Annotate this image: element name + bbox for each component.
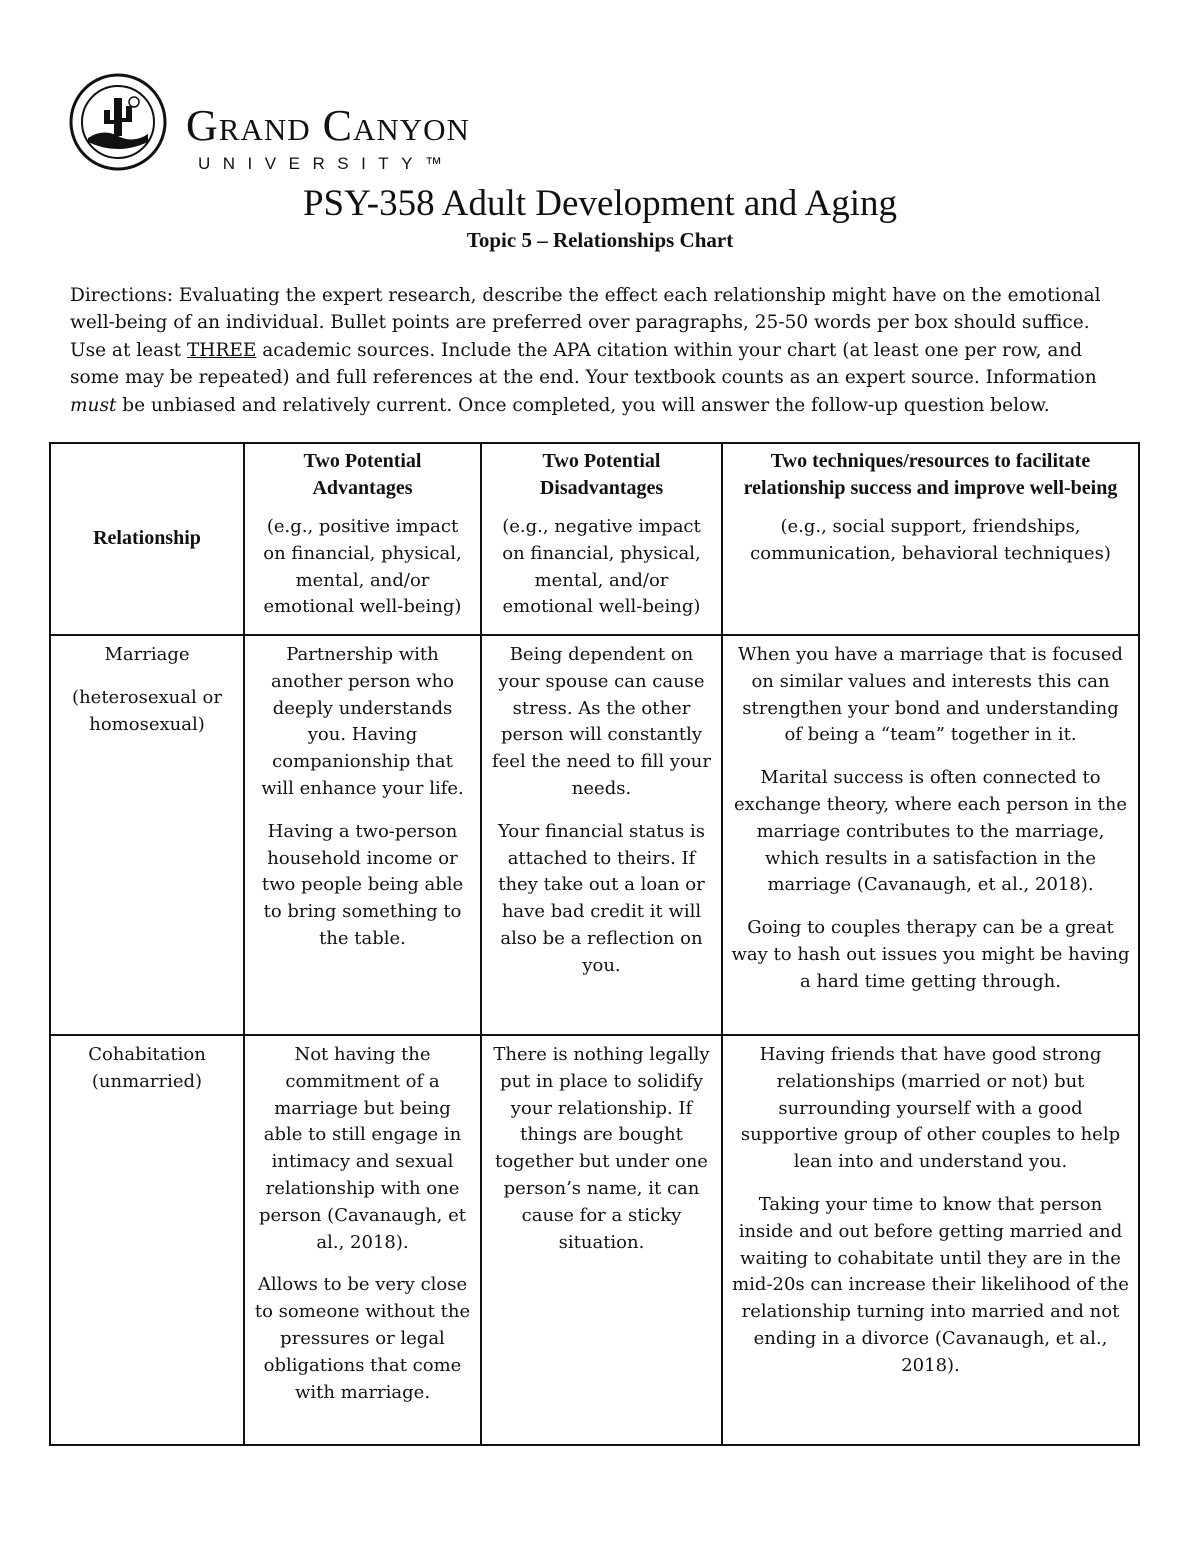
advantage-2: Having a two-person household income or two people being able to bring something to the table. [261,820,464,949]
table-row-marriage [50,635,1139,1035]
cell-disadvantages-marriage [481,635,722,1035]
header-relationship: Relationship [50,443,244,635]
technique-2: Taking your time to know that person inside and out before getting married and waiting to cohabitate until they are in the mid-20s can increase their likelihood of the relationship turning into married and not ending in a divorce (Cavanaugh, et al., 2018). [732,1193,1129,1376]
topic-title: Topic 5 – Relationships Chart [466,228,734,252]
cell-advantages-marriage [244,635,481,1035]
cell-techniques-cohabitation [722,1035,1139,1445]
table-row-cohabitation [50,1035,1139,1445]
disadvantage-2: Your financial status is attached to theirs. If they take out a loan or have bad credit it will also be a reflection on you. [497,820,706,976]
directions-text-1: Directions: Evaluating the expert research, describe the effect each relationship might have on the emotional well-being of an individual. Bullet points are preferred over paragraphs, 25-50 words per box should suffice. Use at least [70,285,1101,361]
university-logo [68,72,548,182]
directions-text-2: academic sources. Include the APA citation within your chart (at least one per row, and some may be repeated) and full references at the end. Your textbook counts as an expert source. Information [70,339,1097,389]
logo-word-canyon: Canyon [322,101,470,150]
advantage-1: Partnership with another person who deeply understands you. Having companionship that will enhance your life. [261,644,464,799]
cell-techniques-marriage [722,635,1139,1035]
directions-text-3: be unbiased and relatively current. Once completed, you will answer the follow-up question below. [116,394,1050,416]
cell-relationship-cohabitation [50,1035,244,1445]
header-advantages [244,443,481,635]
header-advantages-sub: (e.g., positive impact on financial, physical, mental, and/or emotional well-being) [263,516,462,618]
header-advantages-title: Two Potential Advantages [303,450,422,499]
header-techniques-sub: (e.g., social support, friendships, communication, behavioral techniques) [750,516,1111,564]
header-techniques-title: Two techniques/resources to facilitate relationship success and improve well-being [743,450,1118,499]
university-seal-icon [68,72,168,172]
relationship-name: Marriage [104,644,190,665]
disadvantage-1: There is nothing legally put in place to solidify your relationship. If things are bought together but under one person’s name, it can cause for a sticky situation. [493,1044,710,1253]
cell-disadvantages-cohabitation [481,1035,722,1445]
header-disadvantages [481,443,722,635]
advantage-1: Not having the commitment of a marriage but being able to still engage in intimacy and sexual relationship with one person (Cavanaugh, et al., 2018). [259,1044,466,1253]
header-disadvantages-sub: (e.g., negative impact on financial, physical, mental, and/or emotional well-being) [502,516,701,618]
relationship-sub: (heterosexual or homosexual) [72,686,222,735]
cell-advantages-cohabitation [244,1035,481,1445]
relationship-name: Cohabitation (unmarried) [88,1044,206,1092]
header-techniques [722,443,1139,635]
directions-emphasis: THREE [186,339,257,361]
header-disadvantages-title: Two Potential Disadvantages [539,450,664,499]
disadvantage-1: Being dependent on your spouse can cause stress. As the other person will constantly feel the need to fill your needs. [491,644,712,799]
technique-1: When you have a marriage that is focused on similar values and interests this can strengthen your bond and understanding of being a “team” together in it. [738,644,1123,746]
technique-3: Going to couples therapy can be a great way to hash out issues you might be having a hard time getting through. [731,917,1130,992]
advantage-2: Allows to be very close to someone without the pressures or legal obligations that come with marriage. [254,1274,471,1403]
table-header-row [50,443,1139,635]
course-title: PSY-358 Adult Development and Aging [302,183,898,224]
logo-wordmark [186,101,470,150]
relationships-chart-table [49,442,1140,1446]
technique-2: Marital success is often connected to exchange theory, where each person in the marriage contributes to the marriage, which results in a satisfaction in the marriage (Cavanaugh, et al., 2018). [734,767,1127,896]
logo-subtitle: UNIVERSITY™ [198,154,455,173]
directions-must: must [70,394,117,416]
directions-paragraph [70,282,1130,419]
logo-word-grand: Grand [186,101,311,150]
cell-relationship-marriage [50,635,244,1035]
technique-1: Having friends that have good strong relationships (married or not) but surrounding yourself with a good supportive group of other couples to help lean into and understand you. [740,1044,1121,1173]
